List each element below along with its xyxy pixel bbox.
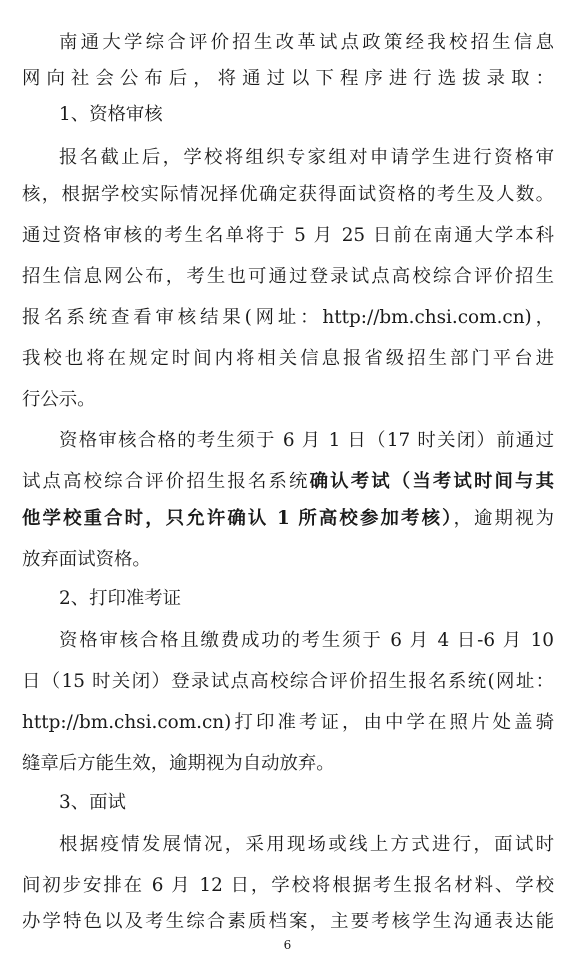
line-text-bold: 确认考试（当考试时间与其 [309,471,554,492]
paragraph-line: 放弃面试资格。 [22,549,151,570]
line-text-regular: ，逾期视为 [453,508,554,529]
page-number: 6 [283,938,292,952]
paragraph-line: 资格审核合格且缴费成功的考生须于 6 月 4 日-6 月 10 [59,630,554,651]
paragraph-line: 核，根据学校实际情况择优确定获得面试资格的考生及人数。 [22,184,554,205]
section-heading-qualification-review: 1、资格审核 [59,104,163,125]
line-text-regular: 试点高校综合评价招生报名系统 [22,471,310,492]
paragraph-line-mixed-bold [22,470,554,494]
paragraph-line: 我校也将在规定时间内将相关信息报省级招生部门平台进 [22,348,554,369]
paragraph-line: 网向社会公布后，将通过以下程序进行选拔录取： [22,68,554,89]
paragraph-line-with-url: 报名系统查看审核结果(网址：http://bm.chsi.com.cn)， [22,307,554,328]
line-text-bold: 他学校重合时，只允许确认 1 所高校参加考核） [22,508,454,529]
paragraph-line: 根据疫情发展情况，采用现场或线上方式进行，面试时 [59,834,554,855]
section-heading-print-admission-ticket: 2、打印准考证 [59,588,182,609]
paragraph-line: 行公示。 [22,389,96,410]
paragraph-line: 通过资格审核的考生名单将于 5 月 25 日前在南通大学本科 [22,225,554,246]
paragraph-line: 缝章后方能生效，逾期视为自动放弃。 [22,753,335,774]
paragraph-line: 招生信息网公布，考生也可通过登录试点高校综合评价招生 [22,266,554,287]
paragraph-line: 南通大学综合评价招生改革试点政策经我校招生信息 [59,32,554,53]
paragraph-line: 日（15 时关闭）登录试点高校综合评价招生报名系统(网址： [22,671,554,692]
section-heading-interview: 3、面试 [59,792,126,813]
paragraph-line-with-url: http://bm.chsi.com.cn)打印准考证，由中学在照片处盖骑 [22,712,554,733]
paragraph-line: 办学特色以及考生综合素质档案，主要考核学生沟通表达能 [22,911,554,932]
paragraph-line: 资格审核合格的考生须于 6 月 1 日（17 时关闭）前通过 [59,430,554,451]
paragraph-line-mixed-bold [22,507,554,531]
paragraph-line: 报名截止后，学校将组织专家组对申请学生进行资格审 [59,147,554,168]
paragraph-line: 间初步安排在 6 月 12 日，学校将根据考生报名材料、学校 [22,875,554,896]
